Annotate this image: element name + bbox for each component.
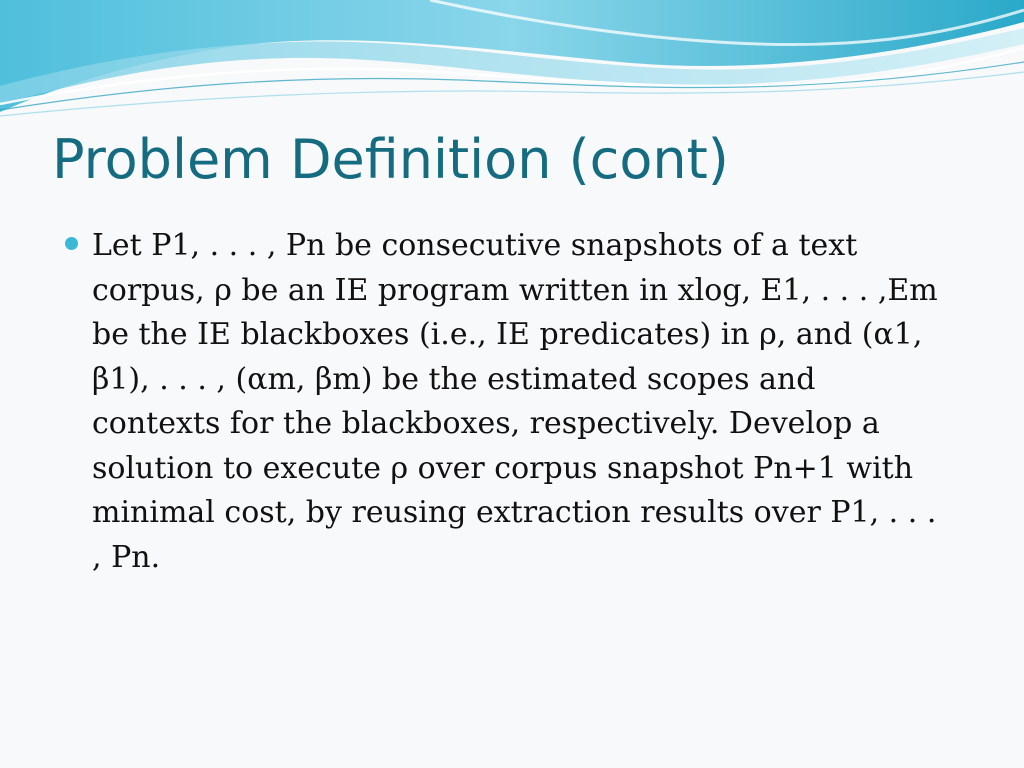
- bullet-text: Let P1, . . . , Pn be consecutive snapshots of a text corpus, ρ be an IE program written in xlog, E1, . . . ,Em be the IE blackboxes (i.e., IE predicates) in ρ, and (α1, β1), . . . , (αm, βm) be the estimated scopes and contexts for the blackboxes, respectively. Develop a solution to execute ρ over corpus snapshot Pn+1 with minimal cost, by reusing extraction results over P1, . . . , Pn.: [92, 228, 938, 575]
- bullet-dot-icon: [65, 237, 78, 250]
- slide-title: Problem Definition (cont): [52, 128, 729, 191]
- bullet-list: [62, 224, 942, 580]
- bullet-item: [62, 224, 942, 580]
- wave-header-decoration: [0, 0, 1024, 120]
